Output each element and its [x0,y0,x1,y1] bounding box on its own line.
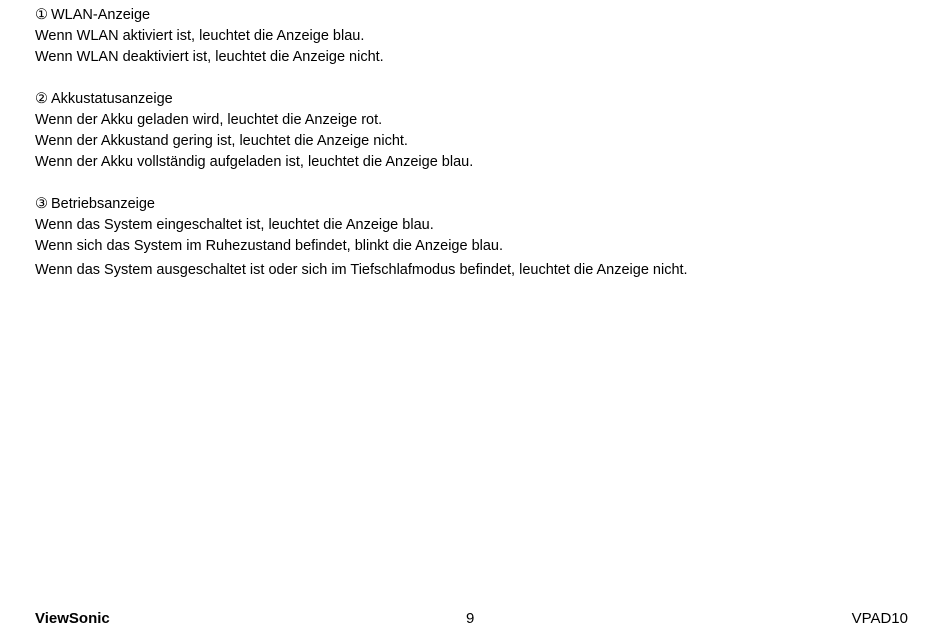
section-text-line: Wenn der Akkustand gering ist, leuchtet die Anzeige nicht. [35,133,408,149]
section-title: Betriebsanzeige [51,196,155,212]
circled-number-2: ② [35,91,48,107]
section-heading [35,89,925,110]
section-text-line: Wenn sich das System im Ruhezustand befindet, blinkt die Anzeige blau. [35,238,504,254]
section-text-line: Wenn der Akku geladen wird, leuchtet die Anzeige rot. [35,112,383,128]
section-text-line: Wenn der Akku vollständig aufgeladen ist, leuchtet die Anzeige blau. [35,154,474,170]
section-wlan-indicator [35,5,925,68]
section-text-line: Wenn das System ausgeschaltet ist oder sich im Tiefschlafmodus befindet, leuchtet die Anzeige nicht. [35,262,688,278]
footer-brand: ViewSonic [35,610,110,627]
section-battery-indicator [35,89,925,173]
footer-model: VPAD10 [851,610,908,627]
circled-number-1: ① [35,7,48,23]
section-heading [35,194,925,215]
section-text-line: Wenn das System eingeschaltet ist, leuchtet die Anzeige blau. [35,217,434,233]
section-heading [35,5,925,26]
section-title: WLAN-Anzeige [51,7,151,23]
page-footer [35,608,908,630]
document-body [35,5,925,281]
section-text-line: Wenn WLAN deaktiviert ist, leuchtet die Anzeige nicht. [35,49,384,65]
section-power-indicator [35,194,925,281]
section-title: Akkustatusanzeige [51,91,173,107]
section-text-line: Wenn WLAN aktiviert ist, leuchtet die Anzeige blau. [35,28,365,44]
circled-number-3: ③ [35,196,48,212]
footer-page-number: 9 [466,610,475,627]
